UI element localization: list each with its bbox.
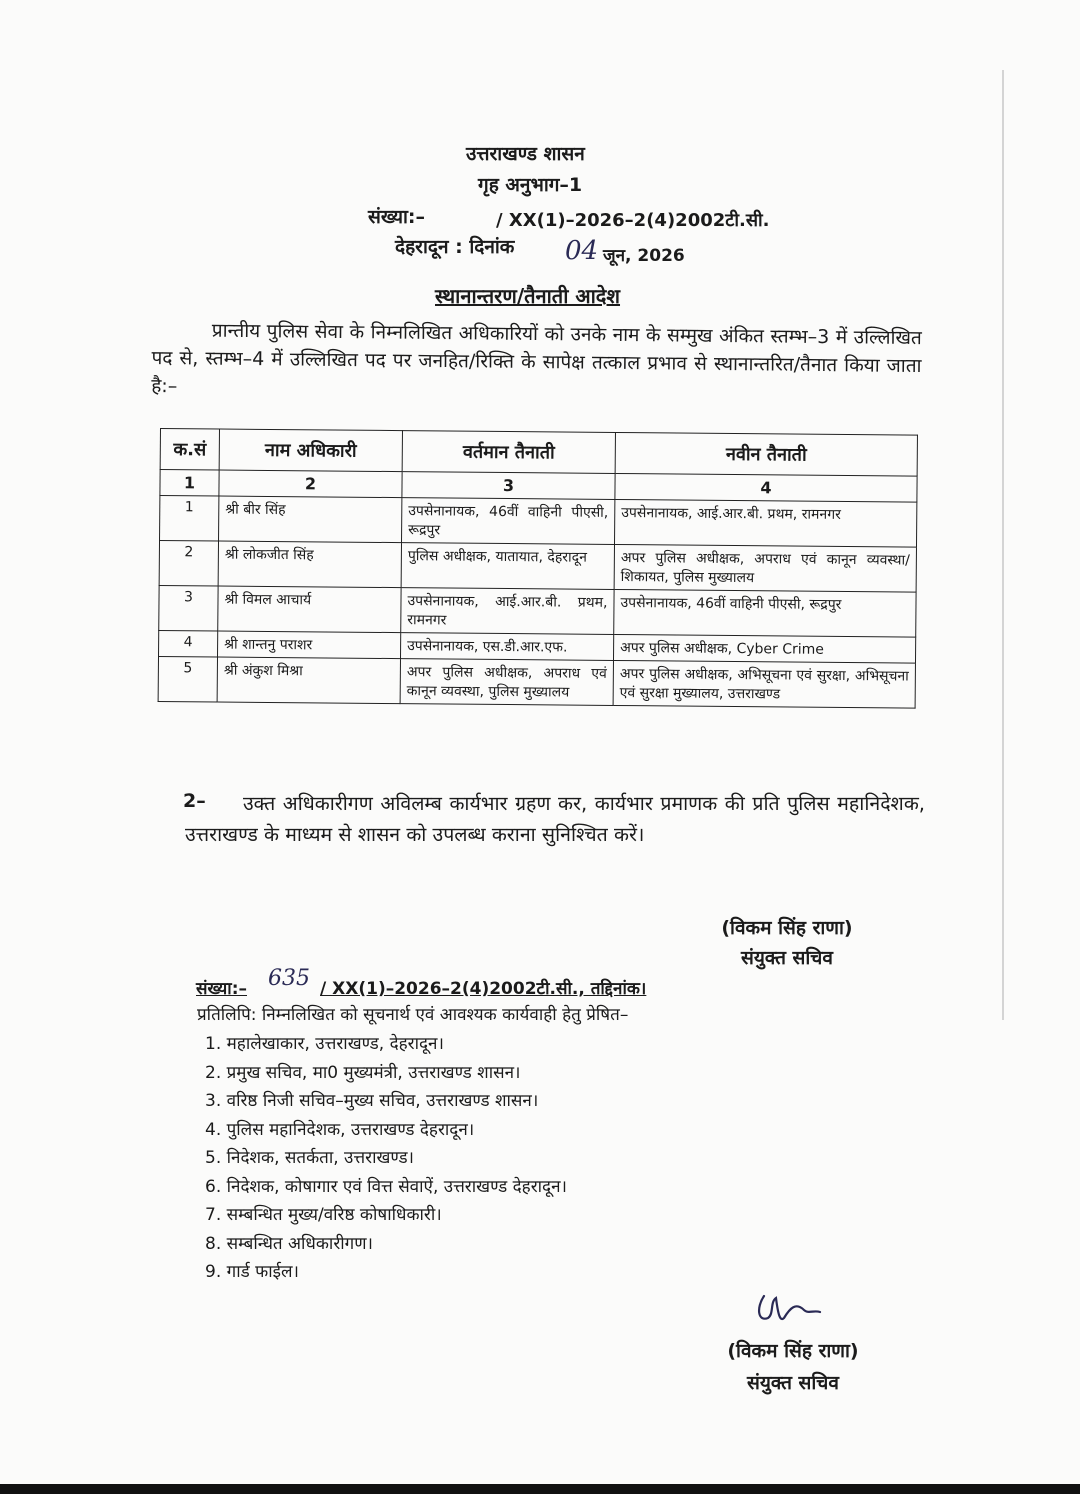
header-sn: क.सं: [160, 429, 219, 471]
row-new-posting: उपसेनानायक, 46वीं वाहिनी पीएसी, रूद्रपुर: [614, 589, 916, 637]
para2-text: उक्त अधिकारीगण अविलम्ब कार्यभार ग्रहण कर, कार्यभार प्रमाणक की प्रति पुलिस महानिदेशक, उत्तराखण्ड के माध्यम से शासन को उपलब्ध कराना सुनिश्चित करें।: [185, 792, 925, 846]
row-sn: 3: [159, 585, 218, 631]
copy-number-rest: / XX(1)–2026–2(4)2002टी.सी., तद्दिनांक।: [320, 979, 647, 999]
row-sn: 2: [159, 541, 218, 587]
row-new-posting: अपर पुलिस अधीक्षक, अभिसूचना एवं सुरक्षा, अभिसूचना एवं सुरक्षा मुख्यालय, उत्तराखण्ड: [613, 660, 915, 708]
transfer-table: [158, 428, 918, 709]
row-current-posting: उपसेनानायक, 46वीं वाहिनी पीएसी, रूद्रपुर: [402, 498, 615, 545]
list-item: 1. महालेखाकार, उत्तराखण्ड, देहरादून।: [205, 1034, 444, 1054]
row-name: श्री शान्तनु पराशर: [218, 631, 401, 659]
list-item: 9. गार्ड फाईल।: [205, 1262, 299, 1282]
row-current-posting: पुलिस अधीक्षक, यातायात, देहरादून: [401, 543, 614, 590]
row-name: श्री बीर सिंह: [219, 496, 402, 543]
department-heading: गृह अनुभाग–1: [478, 174, 583, 196]
signature2-name: (विकम सिंह राणा): [727, 1340, 859, 1362]
handwritten-signature-mark: [750, 1288, 830, 1333]
column-number: 4: [615, 473, 917, 502]
table-row: [159, 541, 916, 593]
table-header-row: [160, 429, 917, 477]
table-row: [160, 496, 917, 548]
row-current-posting: उपसेनानायक, एस.डी.आर.एफ.: [400, 633, 613, 661]
row-current-posting: अपर पुलिस अधीक्षक, अपराध एवं कानून व्यवस्था, पुलिस मुख्यालय: [400, 659, 613, 706]
list-item: 7. सम्बन्धित मुख्य/वरिष्ठ कोषाधिकारी।: [205, 1205, 442, 1225]
number-label: संख्या:–: [368, 206, 425, 228]
date-rest: जून, 2026: [603, 246, 685, 266]
column-number: 2: [219, 470, 402, 498]
list-item: 8. सम्बन्धित अधिकारीगण।: [205, 1233, 373, 1254]
copy-recipient-list: [205, 1030, 567, 1287]
header-current-posting: वर्तमान तैनाती: [402, 431, 615, 474]
para2-number: 2–: [183, 790, 206, 812]
intro-paragraph: प्रान्तीय पुलिस सेवा के निम्नलिखित अधिकारियों को उनके नाम के सम्मुख अंकित स्तम्भ–3 में उल्लिखित पद से, स्तम्भ–4 में उल्लिखित पद पर जनहित/रिक्ति के सापेक्ष तत्काल प्रभाव से स्थानान्तरित/तैनात किया जाता है:–: [151, 319, 922, 398]
list-item: 5. निदेशक, सतर्कता, उत्तराखण्ड।: [205, 1148, 414, 1168]
fold-line: [1002, 70, 1004, 1020]
row-name: श्री अंकुश मिश्रा: [217, 657, 400, 704]
header-name: नाम अधिकारी: [219, 429, 402, 472]
list-item: 2. प्रमुख सचिव, मा0 मुख्यमंत्री, उत्तराखण्ड शासन।: [205, 1062, 521, 1083]
row-sn: 4: [159, 630, 218, 657]
row-new-posting: अपर पुलिस अधीक्षक, Cyber Crime: [613, 634, 915, 663]
table-row: [158, 656, 915, 708]
signature1-name: (विकम सिंह राणा): [721, 917, 853, 939]
government-heading: उत्तराखण्ड शासन: [466, 143, 585, 165]
copy-intro: प्रतिलिपि: निम्नलिखित को सूचनार्थ एवं आवश्यक कार्यवाही हेतु प्रेषित–: [197, 1005, 629, 1025]
column-number: 1: [160, 470, 219, 497]
list-item: 3. वरिष्ठ निजी सचिव–मुख्य सचिव, उत्तराखण्ड शासन।: [205, 1091, 539, 1111]
row-sn: 5: [158, 656, 217, 702]
row-sn: 1: [160, 496, 219, 542]
list-item: 4. पुलिस महानिदेशक, उत्तराखण्ड देहरादून।: [205, 1119, 475, 1140]
date-label: देहरादून : दिनांक: [395, 236, 515, 258]
header-new-posting: नवीन तैनाती: [615, 432, 917, 476]
copy-number-label: संख्या:–: [196, 979, 247, 999]
list-item: 6. निदेशक, कोषागार एवं वित्त सेवाऐं, उत्तराखण्ड देहरादून।: [205, 1176, 567, 1197]
row-new-posting: उपसेनानायक, आई.आर.बी. प्रथम, रामनगर: [615, 499, 917, 547]
row-name: श्री विमल आचार्य: [218, 586, 401, 633]
scan-bottom-edge: [0, 1484, 1080, 1494]
copy-number-handwritten: 635: [268, 966, 310, 991]
table-row: [159, 585, 916, 637]
column-number: 3: [402, 472, 615, 500]
order-title: स्थानान्तरण/तैनाती आदेश: [435, 284, 621, 308]
signature2-designation: संयुक्त सचिव: [747, 1372, 839, 1394]
date-day-handwritten: 04: [565, 236, 599, 266]
row-new-posting: अपर पुलिस अधीक्षक, अपराध एवं कानून व्यवस्था/शिकायत, पुलिस मुख्यालय: [614, 544, 916, 592]
number-value: / XX(1)–2026–2(4)2002टी.सी.: [496, 210, 770, 231]
row-current-posting: उपसेनानायक, आई.आर.बी. प्रथम, रामनगर: [401, 588, 614, 635]
row-name: श्री लोकजीत सिंह: [218, 541, 401, 588]
signature1-designation: संयुक्त सचिव: [741, 947, 833, 969]
